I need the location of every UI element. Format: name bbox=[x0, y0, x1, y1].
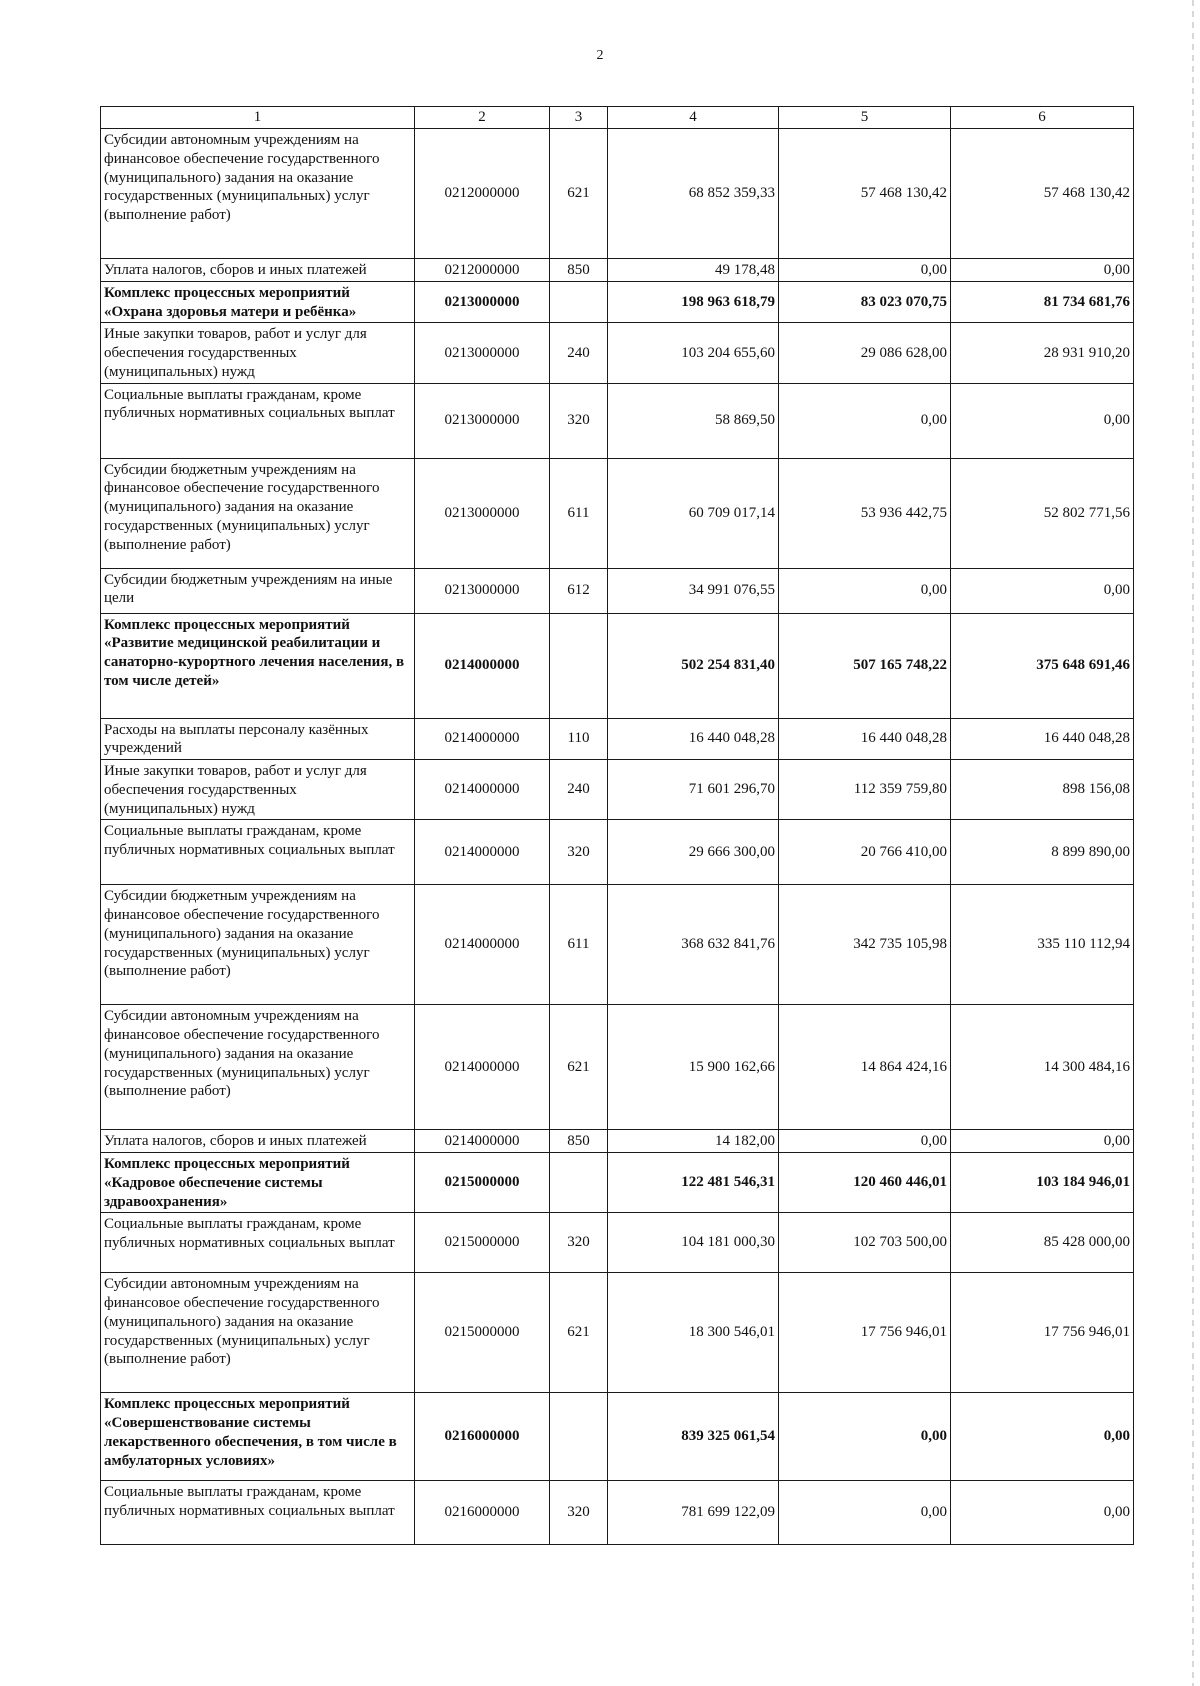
scan-edge bbox=[1192, 0, 1194, 1686]
row-code-cell: 0214000000 bbox=[415, 885, 550, 1005]
row-code-cell: 0213000000 bbox=[415, 568, 550, 613]
row-value-5-cell: 0,00 bbox=[779, 259, 951, 282]
row-vr-cell: 611 bbox=[550, 458, 608, 568]
row-value-5-cell: 507 165 748,22 bbox=[779, 613, 951, 718]
row-value-6-cell: 375 648 691,46 bbox=[951, 613, 1134, 718]
row-vr-cell bbox=[550, 281, 608, 323]
row-name-cell: Социальные выплаты гражданам, кроме публичных нормативных социальных выплат bbox=[101, 383, 415, 458]
row-value-4-cell: 34 991 076,55 bbox=[608, 568, 779, 613]
table-row bbox=[101, 820, 1134, 885]
row-value-4-cell: 68 852 359,33 bbox=[608, 129, 779, 259]
row-value-5-cell: 83 023 070,75 bbox=[779, 281, 951, 323]
row-value-4-cell: 71 601 296,70 bbox=[608, 760, 779, 820]
row-value-6-cell: 57 468 130,42 bbox=[951, 129, 1134, 259]
table-row bbox=[101, 1005, 1134, 1130]
row-name-cell: Комплекс процессных мероприятий «Совершенствование системы лекарственного обеспечения, в том числе в амбулаторных условиях» bbox=[101, 1393, 415, 1481]
table-row bbox=[101, 760, 1134, 820]
row-value-6-cell: 0,00 bbox=[951, 383, 1134, 458]
row-value-6-cell: 103 184 946,01 bbox=[951, 1153, 1134, 1213]
row-value-4-cell: 15 900 162,66 bbox=[608, 1005, 779, 1130]
row-value-5-cell: 17 756 946,01 bbox=[779, 1273, 951, 1393]
table-row bbox=[101, 568, 1134, 613]
row-vr-cell: 850 bbox=[550, 259, 608, 282]
row-name-cell: Субсидии автономным учреждениям на финансовое обеспечение государственного (муниципального) задания на оказание государственных (муниципальных) услуг (выполнение работ) bbox=[101, 1005, 415, 1130]
row-code-cell: 0214000000 bbox=[415, 760, 550, 820]
row-vr-cell: 320 bbox=[550, 1213, 608, 1273]
row-value-6-cell: 16 440 048,28 bbox=[951, 718, 1134, 760]
row-name-cell: Комплекс процессных мероприятий «Развитие медицинской реабилитации и санаторно-курортного лечения населения, в том числе детей» bbox=[101, 613, 415, 718]
row-name-cell: Комплекс процессных мероприятий «Охрана здоровья матери и ребёнка» bbox=[101, 281, 415, 323]
row-value-5-cell: 20 766 410,00 bbox=[779, 820, 951, 885]
row-vr-cell: 611 bbox=[550, 885, 608, 1005]
row-code-cell: 0214000000 bbox=[415, 1130, 550, 1153]
table-row bbox=[101, 383, 1134, 458]
row-vr-cell: 320 bbox=[550, 1481, 608, 1545]
row-name-cell: Комплекс процессных мероприятий «Кадровое обеспечение системы здравоохранения» bbox=[101, 1153, 415, 1213]
page-number: 2 bbox=[596, 48, 604, 63]
row-vr-cell: 240 bbox=[550, 760, 608, 820]
row-value-4-cell: 502 254 831,40 bbox=[608, 613, 779, 718]
row-vr-cell: 621 bbox=[550, 129, 608, 259]
row-value-5-cell: 16 440 048,28 bbox=[779, 718, 951, 760]
row-vr-cell: 621 bbox=[550, 1005, 608, 1130]
row-name-cell: Уплата налогов, сборов и иных платежей bbox=[101, 1130, 415, 1153]
row-code-cell: 0215000000 bbox=[415, 1213, 550, 1273]
row-name-cell: Субсидии бюджетным учреждениям на иные цели bbox=[101, 568, 415, 613]
row-value-5-cell: 120 460 446,01 bbox=[779, 1153, 951, 1213]
row-value-4-cell: 14 182,00 bbox=[608, 1130, 779, 1153]
row-name-cell: Субсидии автономным учреждениям на финансовое обеспечение государственного (муниципального) задания на оказание государственных (муниципальных) услуг (выполнение работ) bbox=[101, 129, 415, 259]
row-vr-cell: 320 bbox=[550, 383, 608, 458]
header-cell: 6 bbox=[951, 107, 1134, 129]
table-row bbox=[101, 129, 1134, 259]
row-value-5-cell: 14 864 424,16 bbox=[779, 1005, 951, 1130]
row-vr-cell bbox=[550, 613, 608, 718]
row-value-4-cell: 368 632 841,76 bbox=[608, 885, 779, 1005]
header-cell: 5 bbox=[779, 107, 951, 129]
row-vr-cell: 240 bbox=[550, 323, 608, 383]
header-cell: 3 bbox=[550, 107, 608, 129]
table-row-section bbox=[101, 1153, 1134, 1213]
row-value-5-cell: 112 359 759,80 bbox=[779, 760, 951, 820]
row-code-cell: 0212000000 bbox=[415, 259, 550, 282]
row-value-6-cell: 14 300 484,16 bbox=[951, 1005, 1134, 1130]
row-value-6-cell: 81 734 681,76 bbox=[951, 281, 1134, 323]
table-row bbox=[101, 1213, 1134, 1273]
row-value-5-cell: 0,00 bbox=[779, 1481, 951, 1545]
row-value-4-cell: 60 709 017,14 bbox=[608, 458, 779, 568]
row-value-4-cell: 16 440 048,28 bbox=[608, 718, 779, 760]
header-cell: 1 bbox=[101, 107, 415, 129]
row-value-6-cell: 898 156,08 bbox=[951, 760, 1134, 820]
table-row-section bbox=[101, 613, 1134, 718]
row-value-6-cell: 52 802 771,56 bbox=[951, 458, 1134, 568]
row-value-6-cell: 28 931 910,20 bbox=[951, 323, 1134, 383]
row-value-4-cell: 29 666 300,00 bbox=[608, 820, 779, 885]
row-name-cell: Субсидии бюджетным учреждениям на финансовое обеспечение государственного (муниципального) задания на оказание государственных (муниципальных) услуг (выполнение работ) bbox=[101, 885, 415, 1005]
row-value-4-cell: 104 181 000,30 bbox=[608, 1213, 779, 1273]
table-row bbox=[101, 885, 1134, 1005]
row-code-cell: 0214000000 bbox=[415, 1005, 550, 1130]
table-row bbox=[101, 1130, 1134, 1153]
row-value-6-cell: 85 428 000,00 bbox=[951, 1213, 1134, 1273]
row-value-5-cell: 0,00 bbox=[779, 1393, 951, 1481]
table-row bbox=[101, 1481, 1134, 1545]
row-value-4-cell: 58 869,50 bbox=[608, 383, 779, 458]
table-row bbox=[101, 259, 1134, 282]
table-row bbox=[101, 718, 1134, 760]
row-vr-cell: 110 bbox=[550, 718, 608, 760]
row-value-5-cell: 57 468 130,42 bbox=[779, 129, 951, 259]
row-value-5-cell: 0,00 bbox=[779, 568, 951, 613]
row-code-cell: 0215000000 bbox=[415, 1153, 550, 1213]
row-value-6-cell: 0,00 bbox=[951, 1393, 1134, 1481]
row-vr-cell: 320 bbox=[550, 820, 608, 885]
row-vr-cell: 612 bbox=[550, 568, 608, 613]
row-code-cell: 0216000000 bbox=[415, 1481, 550, 1545]
row-code-cell: 0213000000 bbox=[415, 383, 550, 458]
header-row bbox=[101, 107, 1134, 129]
row-value-4-cell: 839 325 061,54 bbox=[608, 1393, 779, 1481]
table-row bbox=[101, 1273, 1134, 1393]
row-vr-cell bbox=[550, 1153, 608, 1213]
row-value-4-cell: 198 963 618,79 bbox=[608, 281, 779, 323]
row-value-5-cell: 342 735 105,98 bbox=[779, 885, 951, 1005]
row-name-cell: Социальные выплаты гражданам, кроме публичных нормативных социальных выплат bbox=[101, 1481, 415, 1545]
row-code-cell: 0214000000 bbox=[415, 613, 550, 718]
row-name-cell: Расходы на выплаты персоналу казённых учреждений bbox=[101, 718, 415, 760]
row-value-6-cell: 0,00 bbox=[951, 1130, 1134, 1153]
row-vr-cell bbox=[550, 1393, 608, 1481]
row-code-cell: 0215000000 bbox=[415, 1273, 550, 1393]
row-name-cell: Иные закупки товаров, работ и услуг для обеспечения государственных (муниципальных) нужд bbox=[101, 323, 415, 383]
row-value-6-cell: 335 110 112,94 bbox=[951, 885, 1134, 1005]
row-value-4-cell: 18 300 546,01 bbox=[608, 1273, 779, 1393]
row-code-cell: 0213000000 bbox=[415, 323, 550, 383]
row-value-5-cell: 102 703 500,00 bbox=[779, 1213, 951, 1273]
row-value-6-cell: 0,00 bbox=[951, 568, 1134, 613]
row-value-6-cell: 8 899 890,00 bbox=[951, 820, 1134, 885]
row-name-cell: Субсидии бюджетным учреждениям на финансовое обеспечение государственного (муниципального) задания на оказание государственных (муниципальных) услуг (выполнение работ) bbox=[101, 458, 415, 568]
header-cell: 4 bbox=[608, 107, 779, 129]
budget-table bbox=[100, 106, 1134, 1545]
table-row-section bbox=[101, 281, 1134, 323]
row-name-cell: Уплата налогов, сборов и иных платежей bbox=[101, 259, 415, 282]
header-cell: 2 bbox=[415, 107, 550, 129]
table-body bbox=[101, 129, 1134, 1545]
row-code-cell: 0212000000 bbox=[415, 129, 550, 259]
row-value-4-cell: 122 481 546,31 bbox=[608, 1153, 779, 1213]
row-value-5-cell: 0,00 bbox=[779, 1130, 951, 1153]
row-value-6-cell: 0,00 bbox=[951, 1481, 1134, 1545]
table-row bbox=[101, 323, 1134, 383]
row-value-5-cell: 53 936 442,75 bbox=[779, 458, 951, 568]
row-name-cell: Социальные выплаты гражданам, кроме публичных нормативных социальных выплат bbox=[101, 820, 415, 885]
row-code-cell: 0214000000 bbox=[415, 820, 550, 885]
row-code-cell: 0214000000 bbox=[415, 718, 550, 760]
row-value-5-cell: 29 086 628,00 bbox=[779, 323, 951, 383]
row-name-cell: Социальные выплаты гражданам, кроме публичных нормативных социальных выплат bbox=[101, 1213, 415, 1273]
table-row-section bbox=[101, 1393, 1134, 1481]
row-code-cell: 0213000000 bbox=[415, 281, 550, 323]
row-value-4-cell: 49 178,48 bbox=[608, 259, 779, 282]
row-value-6-cell: 0,00 bbox=[951, 259, 1134, 282]
row-value-6-cell: 17 756 946,01 bbox=[951, 1273, 1134, 1393]
table-row bbox=[101, 458, 1134, 568]
row-value-4-cell: 103 204 655,60 bbox=[608, 323, 779, 383]
row-code-cell: 0213000000 bbox=[415, 458, 550, 568]
row-vr-cell: 621 bbox=[550, 1273, 608, 1393]
row-name-cell: Иные закупки товаров, работ и услуг для обеспечения государственных (муниципальных) нужд bbox=[101, 760, 415, 820]
row-value-5-cell: 0,00 bbox=[779, 383, 951, 458]
row-code-cell: 0216000000 bbox=[415, 1393, 550, 1481]
row-name-cell: Субсидии автономным учреждениям на финансовое обеспечение государственного (муниципального) задания на оказание государственных (муниципальных) услуг (выполнение работ) bbox=[101, 1273, 415, 1393]
row-vr-cell: 850 bbox=[550, 1130, 608, 1153]
row-value-4-cell: 781 699 122,09 bbox=[608, 1481, 779, 1545]
